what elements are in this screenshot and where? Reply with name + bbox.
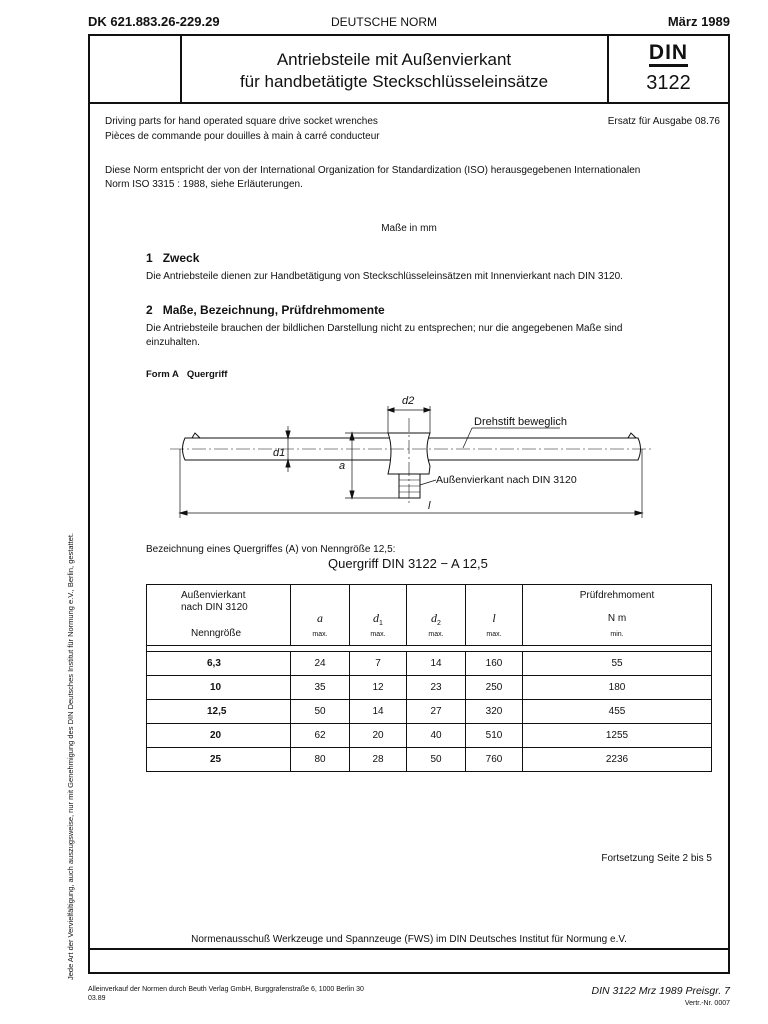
header-torque-unit: N m xyxy=(607,613,627,624)
header-d2 xyxy=(407,585,466,646)
table-row xyxy=(147,724,712,748)
footer-ref: DIN 3122 Mrz 1989 Preisgr. 7 xyxy=(591,985,730,997)
title-french: Pièces de commande pour douilles à main à carré conducteur xyxy=(105,131,380,142)
label-d1: d1 xyxy=(273,447,286,459)
document-title xyxy=(182,49,606,93)
header-l-unit: max. xyxy=(486,631,502,638)
pin-left xyxy=(192,433,200,438)
header-size xyxy=(147,585,291,646)
continuation-note: Fortsetzung Seite 2 bis 5 xyxy=(601,853,712,864)
section-2-heading xyxy=(146,303,385,317)
cell-size: 6,3 xyxy=(147,652,291,676)
section-1-title: Zweck xyxy=(162,251,200,265)
copyright-sidebar: Jede Art der Vervielfältigung, auch auszugsweise, nur mit Genehmigung des DIN Deutsches Institut für Normung e.V., Berlin, gestattet. xyxy=(66,532,75,980)
cell-d1: 12 xyxy=(350,676,407,700)
cell-torque: 2236 xyxy=(523,748,712,772)
footer-sales xyxy=(88,985,364,1003)
section-1-heading xyxy=(146,251,199,265)
cell-size: 12,5 xyxy=(147,700,291,724)
square-drive-hatch xyxy=(399,480,420,492)
figure-form: Form A xyxy=(146,369,179,380)
header-a-symbol: a xyxy=(317,611,323,625)
header-torque xyxy=(523,585,712,646)
footer-sales-line-2: 03.89 xyxy=(88,995,106,1002)
footer-vertr: Vertr.-Nr. 0007 xyxy=(684,1000,730,1007)
section-1-number: 1 xyxy=(146,251,153,265)
designation-example: Quergriff DIN 3122 − A 12,5 xyxy=(328,556,488,571)
header-l xyxy=(466,585,523,646)
cell-d1: 28 xyxy=(350,748,407,772)
cell-size: 10 xyxy=(147,676,291,700)
figure-name: Quergriff xyxy=(186,369,228,380)
cell-a: 50 xyxy=(291,700,350,724)
cell-l: 760 xyxy=(466,748,523,772)
cell-d2: 14 xyxy=(407,652,466,676)
cell-l: 510 xyxy=(466,724,523,748)
cell-l: 160 xyxy=(466,652,523,676)
section-2-line-1: Die Antriebsteile brauchen der bildlichen Darstellung nicht zu entsprechen; nur die angegebenen Maße sind xyxy=(146,323,623,334)
quergriff-drawing xyxy=(140,388,670,523)
table-row xyxy=(147,676,712,700)
section-2-number: 2 xyxy=(146,303,153,317)
cell-l: 250 xyxy=(466,676,523,700)
header-size-line-1: Außenvierkant xyxy=(181,590,246,601)
replacement-note: Ersatz für Ausgabe 08.76 xyxy=(607,116,720,127)
section-2-title: Maße, Bezeichnung, Prüfdrehmomente xyxy=(162,303,385,317)
label-square: Außenvierkant nach DIN 3120 xyxy=(436,474,577,486)
intro-line-2: Norm ISO 3315 : 1988, siehe Erläuterungen. xyxy=(105,179,303,190)
header-a-unit: max. xyxy=(312,631,328,638)
section-1-text: Die Antriebsteile dienen zur Handbetätigung von Steckschlüsseleinsätzen mit Innenvierkant nach DIN 3120. xyxy=(146,271,623,282)
title-line-1: Antriebsteile mit Außenvierkant xyxy=(276,50,512,69)
header-d1-symbol xyxy=(350,611,406,627)
header-size-line-2: nach DIN 3120 xyxy=(181,602,248,613)
title-english: Driving parts for hand operated square drive socket wrenches xyxy=(105,116,378,127)
cell-a: 80 xyxy=(291,748,350,772)
header-d2-symbol xyxy=(407,611,465,627)
header-d1-sub: 1 xyxy=(379,620,383,627)
header-d1 xyxy=(350,585,407,646)
header-d1-letter: d xyxy=(373,611,380,625)
header-d1-unit: max. xyxy=(370,631,386,638)
cell-torque: 180 xyxy=(523,676,712,700)
cell-l: 320 xyxy=(466,700,523,724)
label-l: l xyxy=(428,500,431,512)
figure-caption xyxy=(146,369,227,380)
cell-torque: 55 xyxy=(523,652,712,676)
header-torque-label: Prüfdrehmoment xyxy=(579,590,655,601)
title-divider xyxy=(88,102,730,104)
footer-divider xyxy=(88,948,730,950)
cell-size: 20 xyxy=(147,724,291,748)
footer-sales-line-1: Alleinverkauf der Normen durch Beuth Verlag GmbH, Burggrafenstraße 6, 1000 Berlin 30 xyxy=(88,986,364,993)
cell-torque: 455 xyxy=(523,700,712,724)
cell-d2: 40 xyxy=(407,724,466,748)
label-d2: d2 xyxy=(402,395,415,407)
units-note: Maße in mm xyxy=(381,223,437,234)
cell-d2: 23 xyxy=(407,676,466,700)
din-logo xyxy=(609,42,728,67)
committee-note: Normenausschuß Werkzeuge und Spannzeuge (FWS) im DIN Deutsches Institut für Normung e.V. xyxy=(191,934,627,945)
cell-a: 62 xyxy=(291,724,350,748)
table-row xyxy=(147,700,712,724)
table-row xyxy=(147,748,712,772)
title-line-2: für handbetätigte Steckschlüsseleinsätze xyxy=(239,72,549,91)
designation-intro: Bezeichnung eines Quergriffes (A) von Nenngröße 12,5: xyxy=(146,544,396,555)
din-logo-text: DIN xyxy=(649,42,688,67)
din-number: 3122 xyxy=(646,72,691,94)
section-2-line-2: einzuhalten. xyxy=(146,337,200,348)
table-row xyxy=(147,652,712,676)
pin-right xyxy=(628,433,636,438)
header-l-symbol: l xyxy=(492,611,496,625)
cell-d1: 14 xyxy=(350,700,407,724)
label-a: a xyxy=(339,460,346,472)
table-header-row xyxy=(147,585,712,646)
header-size-line-3: Nenngröße xyxy=(191,628,242,639)
label-pin: Drehstift beweglich xyxy=(474,416,567,428)
cell-a: 35 xyxy=(291,676,350,700)
issue-date: März 1989 xyxy=(667,14,730,29)
header-d2-letter: d xyxy=(431,611,438,625)
cell-d2: 50 xyxy=(407,748,466,772)
header-d2-sub: 2 xyxy=(437,620,441,627)
cell-d1: 20 xyxy=(350,724,407,748)
header-d2-unit: max. xyxy=(428,631,444,638)
intro-line-1: Diese Norm entspricht der von der International Organization for Standardization (ISO) herausgegebenen Internationalen xyxy=(105,165,641,176)
cell-a: 24 xyxy=(291,652,350,676)
cell-size: 25 xyxy=(147,748,291,772)
norm-type: DEUTSCHE NORM xyxy=(330,15,437,29)
header-a xyxy=(291,585,350,646)
cell-torque: 1255 xyxy=(523,724,712,748)
dk-number: DK 621.883.26-229.29 xyxy=(88,14,220,29)
header-torque-min: min. xyxy=(610,631,624,638)
cell-d1: 7 xyxy=(350,652,407,676)
spec-table xyxy=(146,584,712,772)
cell-d2: 27 xyxy=(407,700,466,724)
square-leader xyxy=(420,480,436,485)
